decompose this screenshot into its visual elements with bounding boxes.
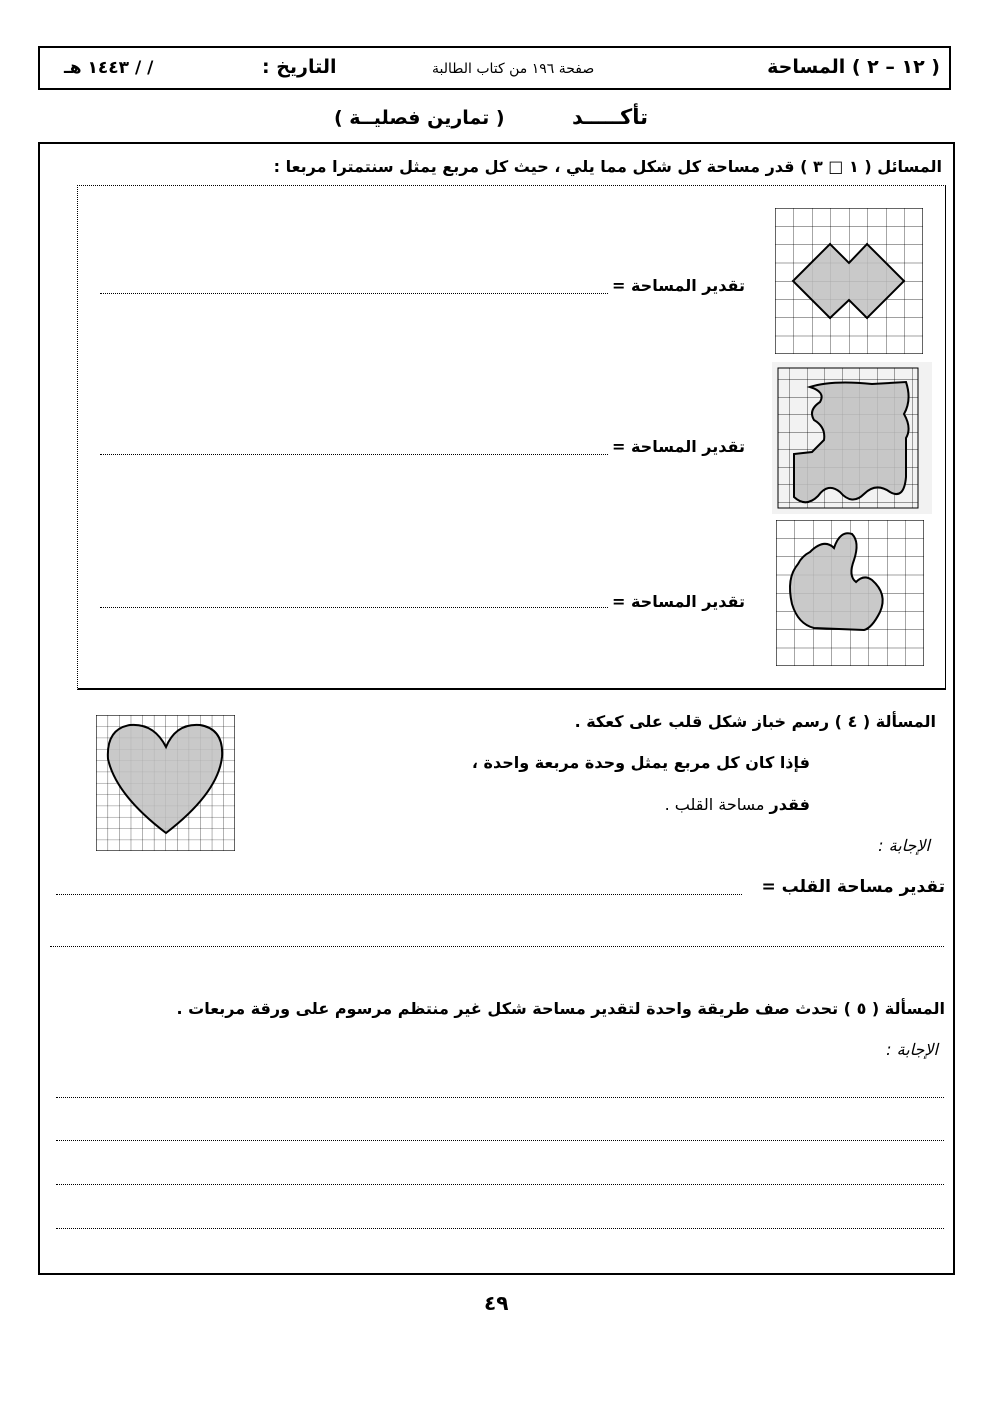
heart-answer-line-2[interactable]: [50, 946, 944, 947]
page-number: ٤٩: [484, 1291, 509, 1315]
estimate-keyword: فقدر: [769, 795, 810, 814]
question-5-answer-label: الإجابة :: [886, 1040, 938, 1059]
shape-2-grid: [772, 362, 932, 514]
answer-line-2[interactable]: [100, 454, 608, 455]
shape-3-grid: [776, 520, 924, 666]
answer-line-3[interactable]: [100, 607, 608, 608]
q5-answer-line-4[interactable]: [56, 1228, 944, 1229]
lesson-title: ( ١٢ – ٢ ) المساحة: [767, 56, 940, 78]
area-estimate-label-1: تقدير المساحة =: [612, 276, 746, 295]
page-subtitle: ( تمارين فصليــة ): [334, 107, 505, 129]
question-4-line-3-rest: مساحة القلب .: [664, 795, 770, 814]
question-4-line-2: فإذا كان كل مربع يمثل وحدة مربعة واحدة ،: [471, 753, 810, 772]
answer-line-1[interactable]: [100, 293, 608, 294]
q5-answer-line-3[interactable]: [56, 1184, 944, 1185]
page-reference: صفحة ١٩٦ من كتاب الطالبة: [432, 61, 595, 77]
question-4-answer-label: الإجابة :: [878, 836, 930, 855]
question-4-line-1: المسألة ( ٤ ) رسم خباز شكل قلب على كعكة .: [574, 712, 936, 731]
q5-answer-line-2[interactable]: [56, 1140, 944, 1141]
q5-answer-line-1[interactable]: [56, 1097, 944, 1098]
area-estimate-label-3: تقدير المساحة =: [612, 592, 746, 611]
question-5-prompt: المسألة ( ٥ ) تحدث صف طريقة واحدة لتقدير مساحة شكل غير منتظم مرسوم على ورقة مربعات .: [176, 999, 945, 1018]
heart-estimate-label: تقدير مساحة القلب =: [761, 877, 945, 897]
shape-1-grid: [775, 208, 923, 354]
date-value: / / ١٤٤٣ هـ: [64, 58, 154, 78]
area-estimate-label-2: تقدير المساحة =: [612, 437, 746, 456]
heart-answer-line-1[interactable]: [56, 894, 742, 895]
page-title: تأكـــــد: [572, 105, 649, 129]
date-label: التاريخ :: [262, 56, 337, 78]
heart-grid: [96, 715, 235, 851]
question-1-3-prompt: المسائل ( ١ □ ٣ ) قدر مساحة كل شكل مما يلي ، حيث كل مربع يمثل سنتمترا مربعا :: [273, 157, 942, 176]
question-4-line-3: [665, 795, 810, 814]
